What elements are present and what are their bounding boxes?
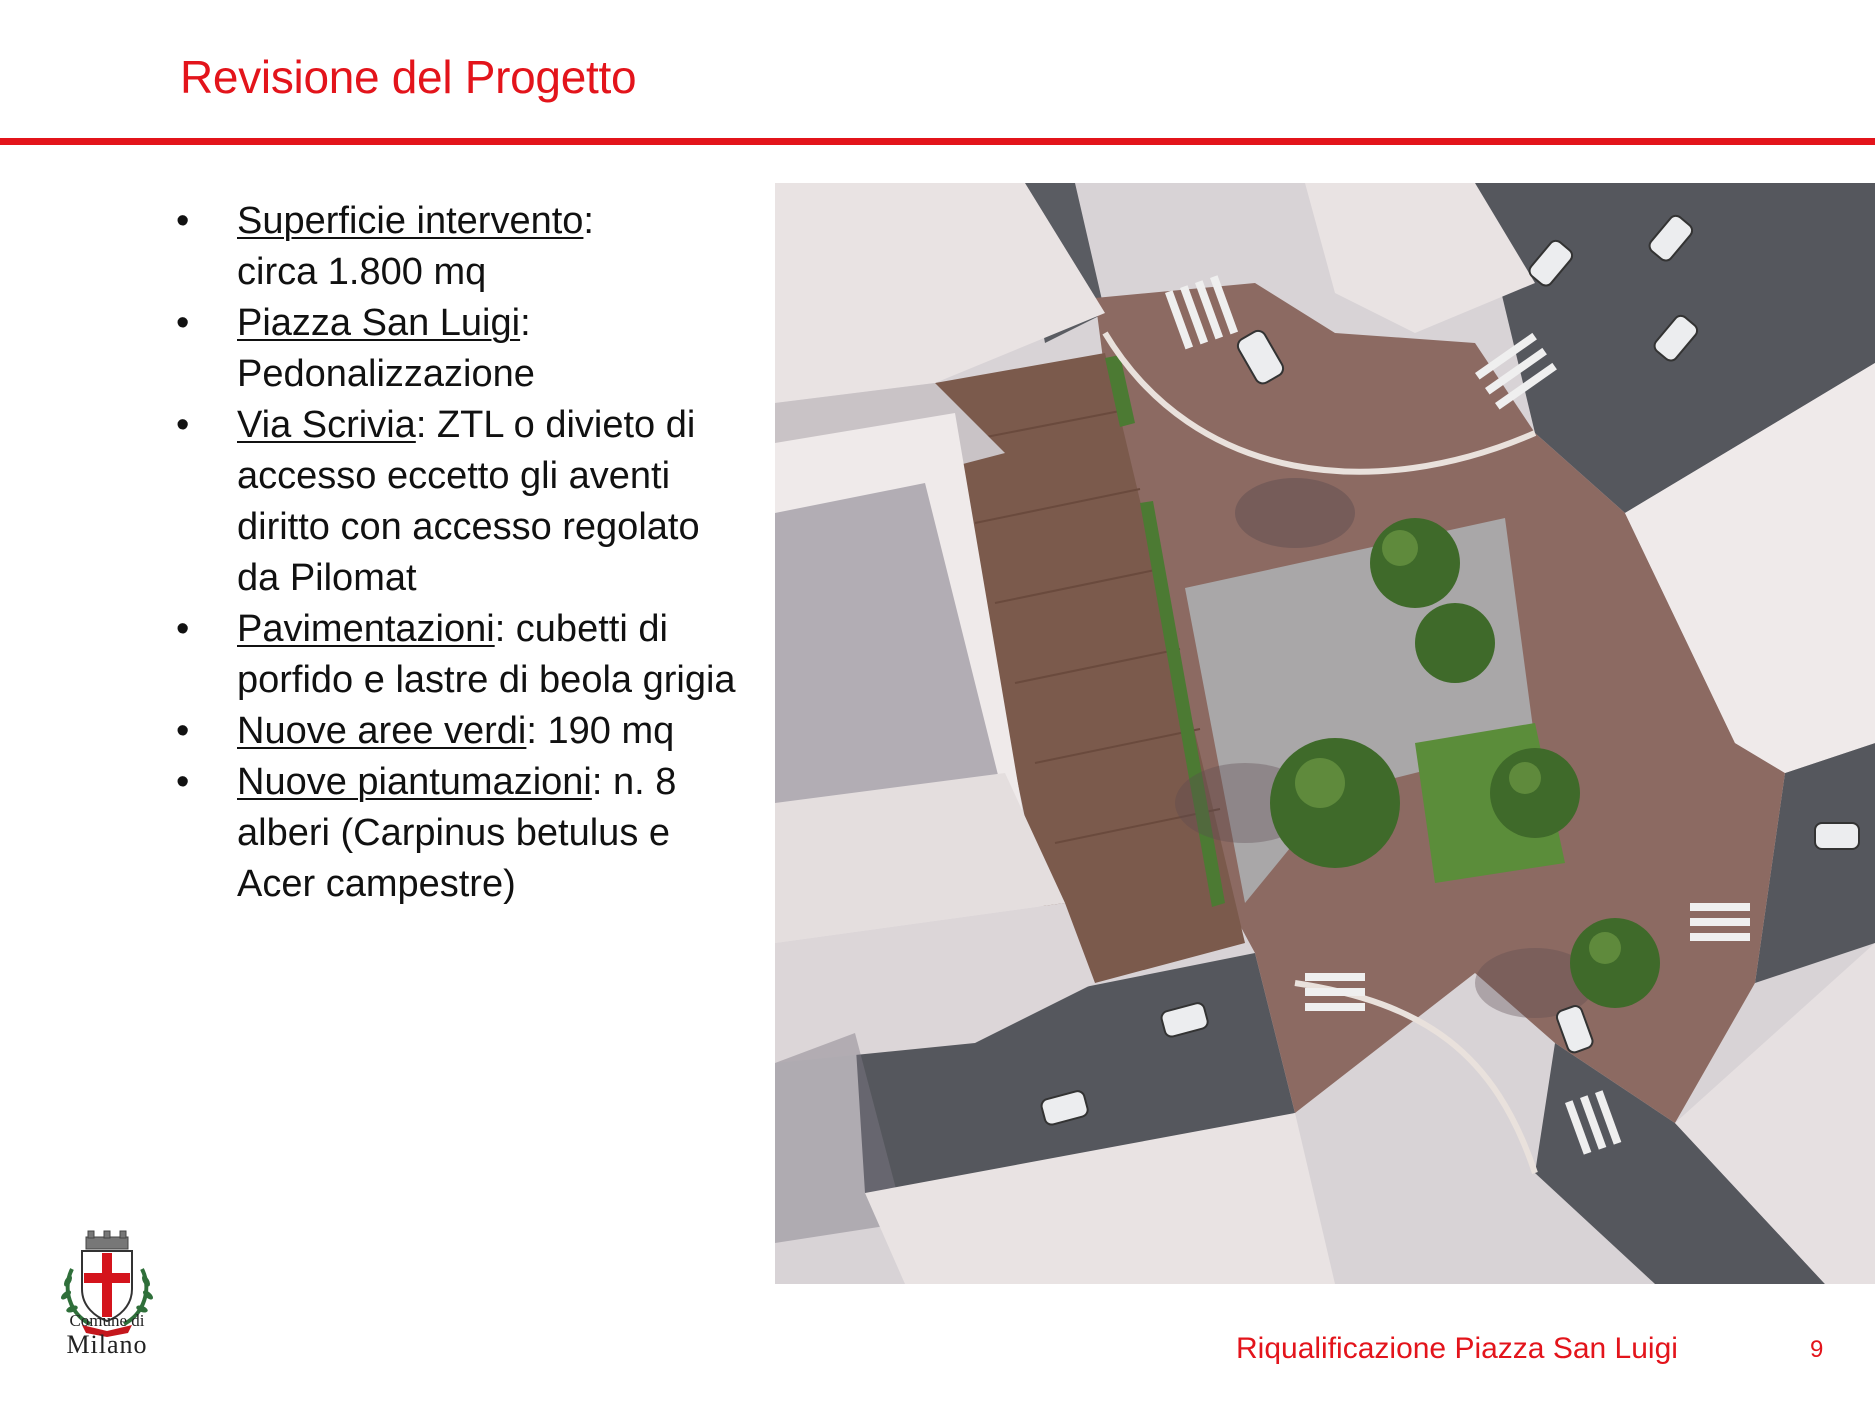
bullet-dot-icon: • (176, 710, 190, 752)
bullet-item-pavimentazioni (172, 604, 792, 706)
bullet-term: Nuove aree verdi (237, 710, 527, 752)
bullet-item-piazza (172, 298, 792, 400)
bullet-term: Nuove piantumazioni (237, 761, 592, 803)
logo-line2: Milano (66, 1330, 148, 1359)
bullet-dot-icon: • (176, 608, 190, 650)
bullet-line: da Pilomat (237, 557, 417, 599)
aerial-render-image (775, 183, 1875, 1284)
bullet-line: Pedonalizzazione (237, 353, 535, 395)
bullet-item-superficie (172, 196, 792, 298)
bullet-rest: : ZTL o divieto di (415, 404, 696, 446)
bullet-line: diritto con accesso regolato (237, 506, 700, 548)
bullet-term: Piazza San Luigi (237, 302, 521, 344)
bullet-line: circa 1.800 mq (237, 251, 487, 293)
bullet-rest: : (583, 200, 594, 242)
bullet-item-via-scrivia (172, 400, 792, 604)
bullet-line: porfido e lastre di beola grigia (237, 659, 736, 701)
bullet-term: Via Scrivia (237, 404, 416, 446)
bullet-item-aree-verdi (172, 706, 792, 757)
title-divider (0, 138, 1875, 145)
footer-title: Riqualificazione Piazza San Luigi (1236, 1332, 1678, 1365)
bullet-term: Pavimentazioni (237, 608, 495, 650)
bullet-dot-icon: • (176, 200, 190, 242)
bullet-rest: : n. 8 (591, 761, 677, 803)
bullet-line: Acer campestre) (237, 863, 516, 905)
page-number: 9 (1810, 1336, 1824, 1363)
logo-text (52, 1311, 162, 1359)
bullet-line: alberi (Carpinus betulus e (237, 812, 671, 854)
slide-title: Revisione del Progetto (180, 51, 637, 103)
logo-line1: Comune di (69, 1311, 145, 1330)
bullet-dot-icon: • (176, 404, 190, 446)
bullet-term: Superficie intervento (237, 200, 584, 242)
bullet-rest: : cubetti di (494, 608, 668, 650)
bullet-rest: : (520, 302, 531, 344)
bullet-item-piantumazioni (172, 757, 792, 910)
bullet-dot-icon: • (176, 761, 190, 803)
bullet-line: accesso eccetto gli aventi (237, 455, 671, 497)
bullet-rest: : 190 mq (526, 710, 675, 752)
bullet-dot-icon: • (176, 302, 190, 344)
bullet-list (172, 196, 792, 910)
